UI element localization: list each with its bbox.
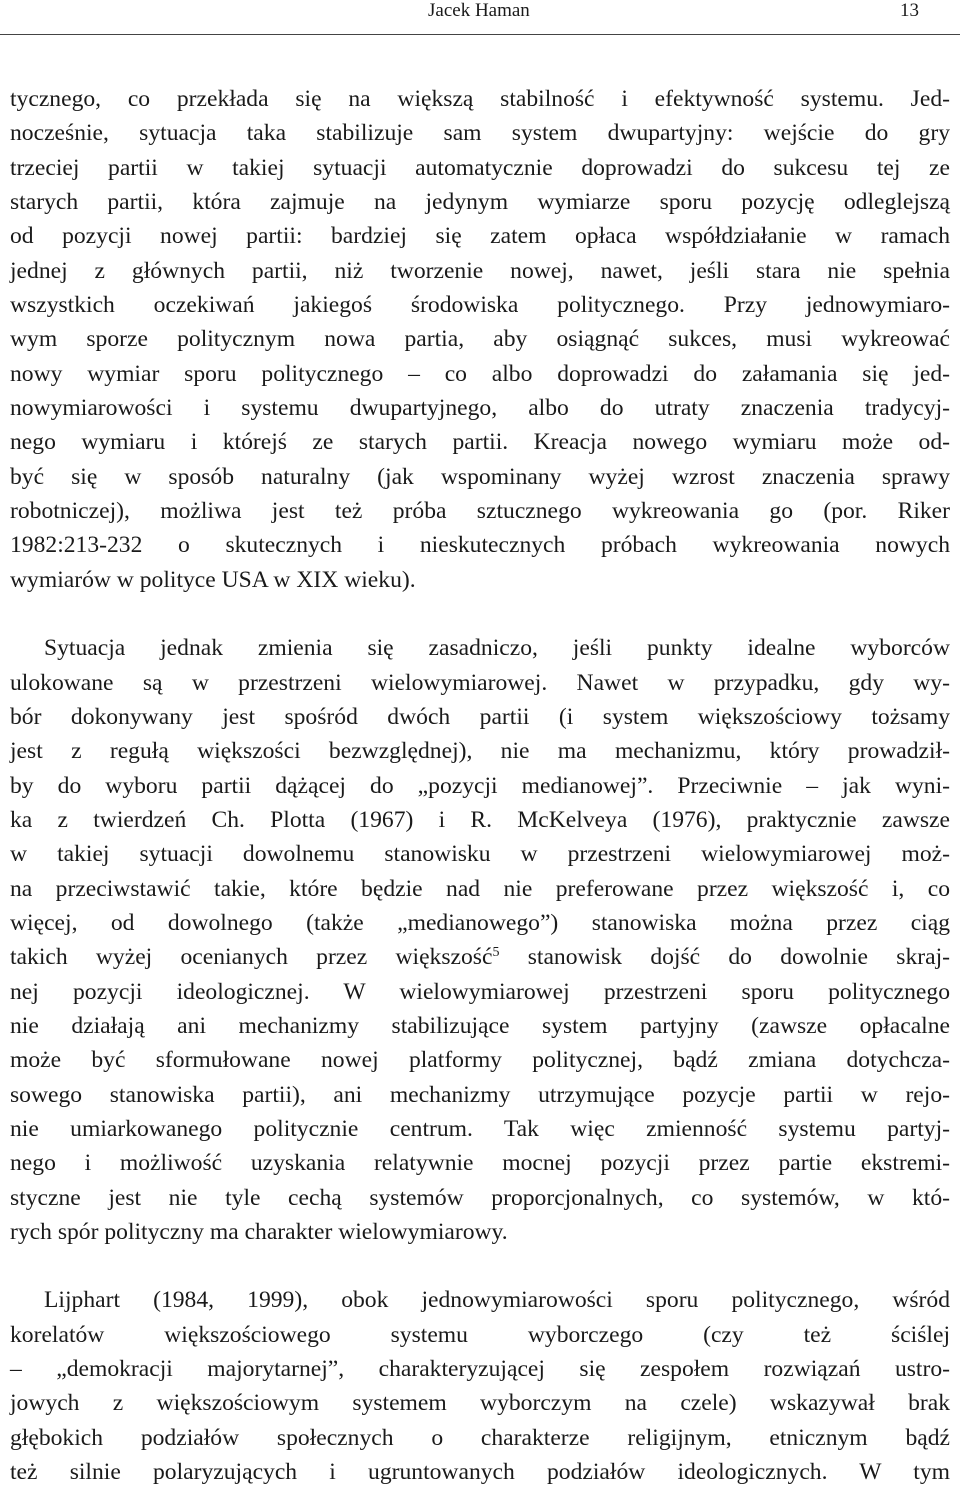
text-line: korelatów większościowego systemu wyborczego (czy też ściślej [10,1321,950,1348]
text-line: nowymiarowości i systemu dwupartyjnego, albo do utraty znaczenia tradycyj- [10,395,950,422]
paragraph-2 [10,631,950,1249]
text-line: – „demokracji majorytarnej”, charakteryzującej się zespołem rozwiązań ustro- [10,1356,950,1383]
text-line: wszystkich oczekiwań jakiegoś środowiska politycznego. Przy jednowymiaro- [10,292,950,319]
footnote-line-before: takich wyżej ocenianych przez większość [10,944,493,971]
text-line: rych spór polityczny ma charakter wielowymiarowy. [10,1219,508,1245]
text-line: też silnie polaryzujących i ugruntowanych podziałów ideologicznych. W tym [10,1459,950,1486]
text-line: 1982:213-232 o skutecznych i nieskutecznych próbach wykreowania nowych [10,532,950,559]
paragraph-3 [10,1283,950,1489]
text-line: sowego stanowiska partii), ani mechanizmy utrzymujące pozycje partii w rejo- [10,1081,950,1108]
text-line: by do wyboru partii dążącej do „pozycji medianowej”. Przeciwnie – jak wyni- [10,772,950,799]
text-line: jednej z głównych partii, niż tworzenie nowej, nawet, jeśli stara nie spełnia [10,257,950,284]
text-line: głębokich podziałów społecznych o charakterze religijnym, etnicznym bądź [10,1424,950,1451]
text-line: Lijphart (1984, 1999), obok jednowymiarowości sporu politycznego, wśród [44,1287,950,1314]
text-line: bór dokonywany jest spośród dwóch partii (i system większościowy tożsamy [10,703,950,730]
text-line: nocześnie, sytuacja taka stabilizuje sam system dwupartyjny: wejście do gry [10,120,950,147]
text-line: od pozycji nowej partii: bardziej się zatem opłaca współdziałanie w ramach [10,223,950,250]
text-line: wym sporze politycznym nowa partia, aby osiągnąć sukces, musi wykreować [10,326,950,353]
text-line: jest z regułą większości bezwzględnej), nie ma mechanizmu, który prowadził- [10,738,950,765]
paragraph-gap [10,1249,950,1283]
footnote-marker[interactable]: 5 [492,945,500,961]
text-line: ka z twierdzeń Ch. Plotta (1967) i R. McKelveya (1976), praktycznie zawsze [10,806,950,833]
text-line: na przeciwstawić takie, które będzie nad nie preferowane przez większość i, co [10,875,950,902]
text-line: wymiarów w polityce USA w XIX wieku). [10,566,416,593]
footnote-line-after: stanowisk dojść do dowolnie skraj- [499,944,950,971]
text-line: styczne jest nie tyle cechą systemów proporcjonalnych, co systemów, w któ- [10,1184,950,1211]
text-line: nie umiarkowanego politycznie centrum. Tak więc zmienność systemu partyj- [10,1115,950,1142]
text-line: nie działają ani mechanizmy stabilizujące system partyjny (zawsze opłacalne [10,1012,950,1039]
text-line: trzeciej partii w takiej sytuacji automatycznie doprowadzi do sukcesu tej ze [10,154,950,181]
text-line: nowy wymiar sporu politycznego – co albo doprowadzi do załamania się jed- [10,360,950,387]
text-line: jowych z większościowym systemem wyborczym na czele) wskazywał brak [10,1390,950,1417]
header-author: Jacek Haman [428,0,530,21]
paragraph-gap [10,597,950,631]
text-line: ulokowane są w przestrzeni wielowymiarowej. Nawet w przypadku, gdy wy- [10,669,950,696]
text-line: tycznego, co przekłada się na większą stabilność i efektywność systemu. Jed- [10,86,950,112]
text-line: więcej, od dowolnego (także „medianowego”) stanowiska można przez ciąg [10,909,950,936]
text-line: w takiej sytuacji dowolnemu stanowisku w przestrzeni wielowymiarowej moż- [10,841,950,868]
body-text [10,82,950,1489]
text-line: nego wymiaru i którejś ze starych partii. Kreacja nowego wymiaru może od- [10,429,950,456]
text-line: robotniczej), możliwa jest też próba sztucznego wykreowania go (por. Riker [10,498,950,525]
text-line: starych partii, która zajmuje na jedynym wymiarze sporu pozycję odleglejszą [10,189,950,216]
text-line-with-footnote [10,940,950,974]
paragraph-1 [10,82,950,597]
text-line: Sytuacja jednak zmienia się zasadniczo, jeśli punkty idealne wyborców [44,635,950,662]
text-line: nej pozycji ideologicznej. W wielowymiarowej przestrzeni sporu politycznego [10,978,950,1005]
text-line: być się w sposób naturalny (jak wspominany wyżej wzrost znaczenia sprawy [10,463,950,490]
page-number: 13 [900,0,919,21]
text-line: nego i możliwość uzyskania relatywnie mocnej pozycji przez partie ekstremi- [10,1150,950,1177]
running-header [0,0,960,35]
text-line: może być sformułowane nowej platformy politycznej, bądź zmiana dotychcza- [10,1047,950,1074]
